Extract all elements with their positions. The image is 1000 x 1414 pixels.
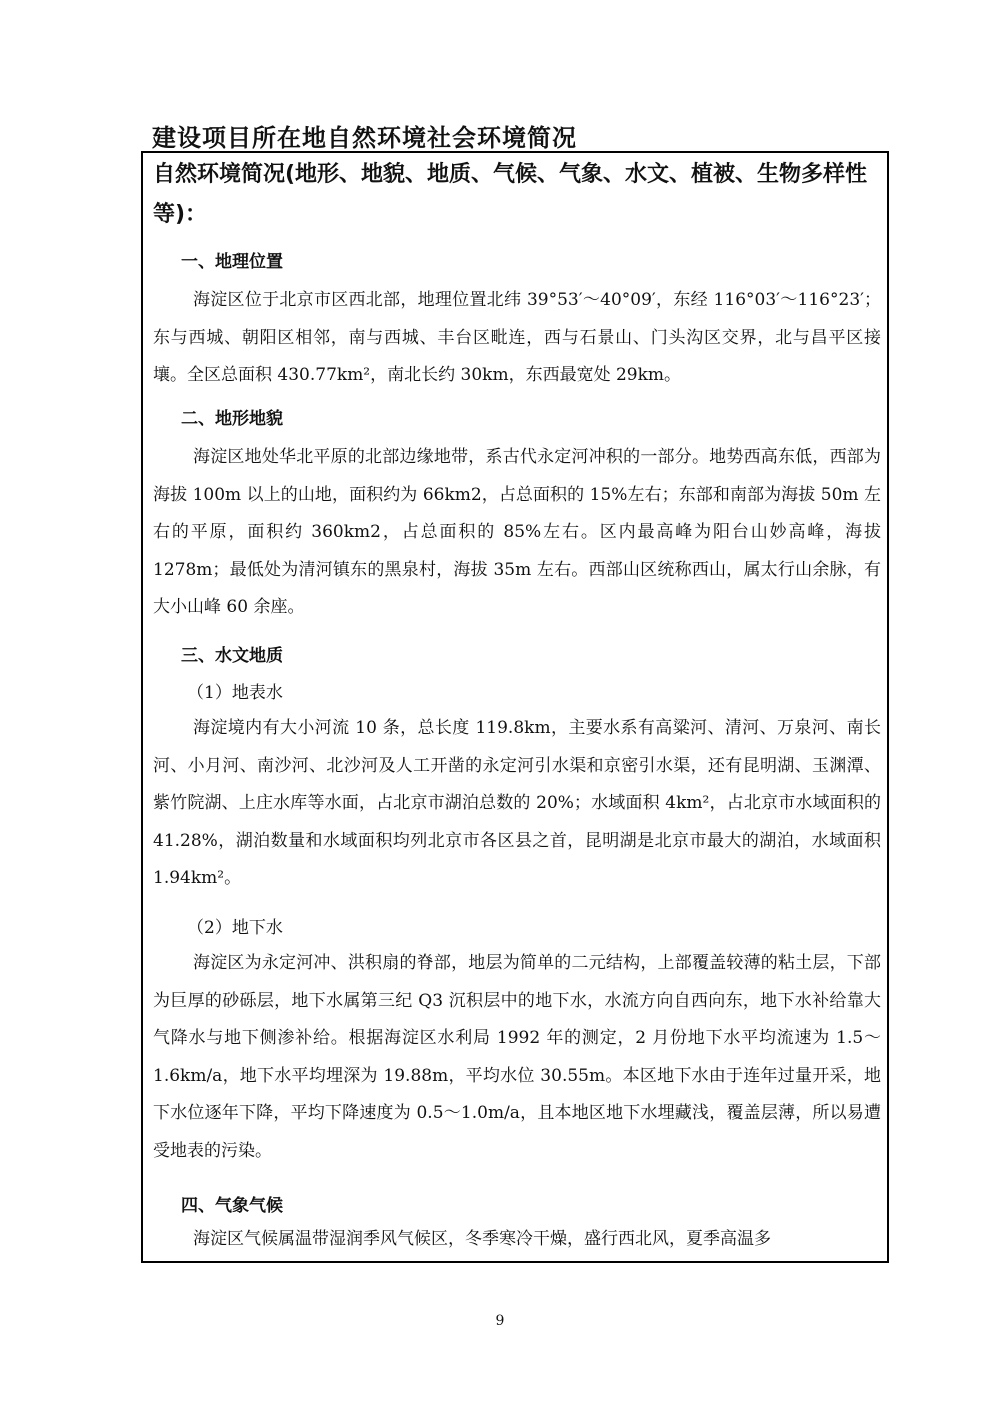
paragraph-surface-water: 海淀境内有大小河流 10 条，总长度 119.8km，主要水系有高粱河、清河、万泉河、南长河、小月河、南沙河、北沙河及人工开凿的永定河引水渠和京密引水渠，还有昆明湖、玉渊潭、紫竹院湖、上庄水库等水面，占北京市湖泊总数的 20%；水域面积 4km²，占北京市水域面积的 41.28%，湖泊数量和水域面积均列北京市各区县之首，昆明湖是北京市最大的湖泊，水域面积 1.94km²。 [153, 718, 881, 888]
page-title: 建设项目所在地自然环境社会环境简况 [152, 124, 577, 152]
paragraph-terrain: 海淀区地处华北平原的北部边缘地带，系古代永定河冲积的一部分。地势西高东低，西部为海拔 100m 以上的山地，面积约为 66km2，占总面积的 15%左右；东部和南部为海拔 50m 左右的平原，面积约 360km2，占总面积的 85%左右。区内最高峰为阳台山妙高峰，海拔 1278m；最低处为清河镇东的黑泉村，海拔 35m 左右。西部山区统称西山，属太行山余脉，有大小山峰 60 余座。 [153, 447, 881, 617]
paragraph-groundwater: 海淀区为永定河冲、洪积扇的脊部，地层为简单的二元结构，上部覆盖较薄的粘土层，下部为巨厚的砂砾层，地下水属第三纪 Q3 沉积层中的地下水，水流方向自西向东，地下水补给靠大气降水与地下侧渗补给。根据海淀区水利局 1992 年的测定，2 月份地下水平均流速为 1.5～1.6km/a，地下水平均埋深为 19.88m，平均水位 30.55m。本区地下水由于连年过量开采，地下水位逐年下降，平均下降速度为 0.5～1.0m/a，且本地区地下水埋藏浅，覆盖层薄，所以易遭受地表的污染。 [153, 953, 881, 1161]
paragraph-climate: 海淀区气候属温带湿润季风气候区，冬季寒冷干燥，盛行西北风，夏季高温多 [193, 1229, 771, 1249]
section-heading-hydrology: 三、水文地质 [181, 646, 283, 666]
subheading-groundwater: （2）地下水 [187, 918, 283, 938]
section-heading-geography: 一、地理位置 [181, 252, 283, 272]
section-heading-terrain: 二、地形地貌 [181, 409, 283, 429]
subheading-surface-water: （1）地表水 [187, 683, 283, 703]
box-header: 自然环境简况(地形、地貌、地质、气候、气象、水文、植被、生物多样性等)： [153, 162, 868, 227]
page-number: 9 [495, 1313, 505, 1329]
paragraph-geography: 海淀区位于北京市区西北部，地理位置北纬 39°53′～40°09′，东经 116°03′～116°23′；东与西城、朝阳区相邻，南与西城、丰台区毗连，西与石景山、门头沟区交界，北与昌平区接壤。全区总面积 430.77km²，南北长约 30km，东西最宽处 29km。 [153, 290, 881, 385]
content-box [141, 151, 889, 1263]
section-heading-climate: 四、气象气候 [181, 1196, 283, 1216]
